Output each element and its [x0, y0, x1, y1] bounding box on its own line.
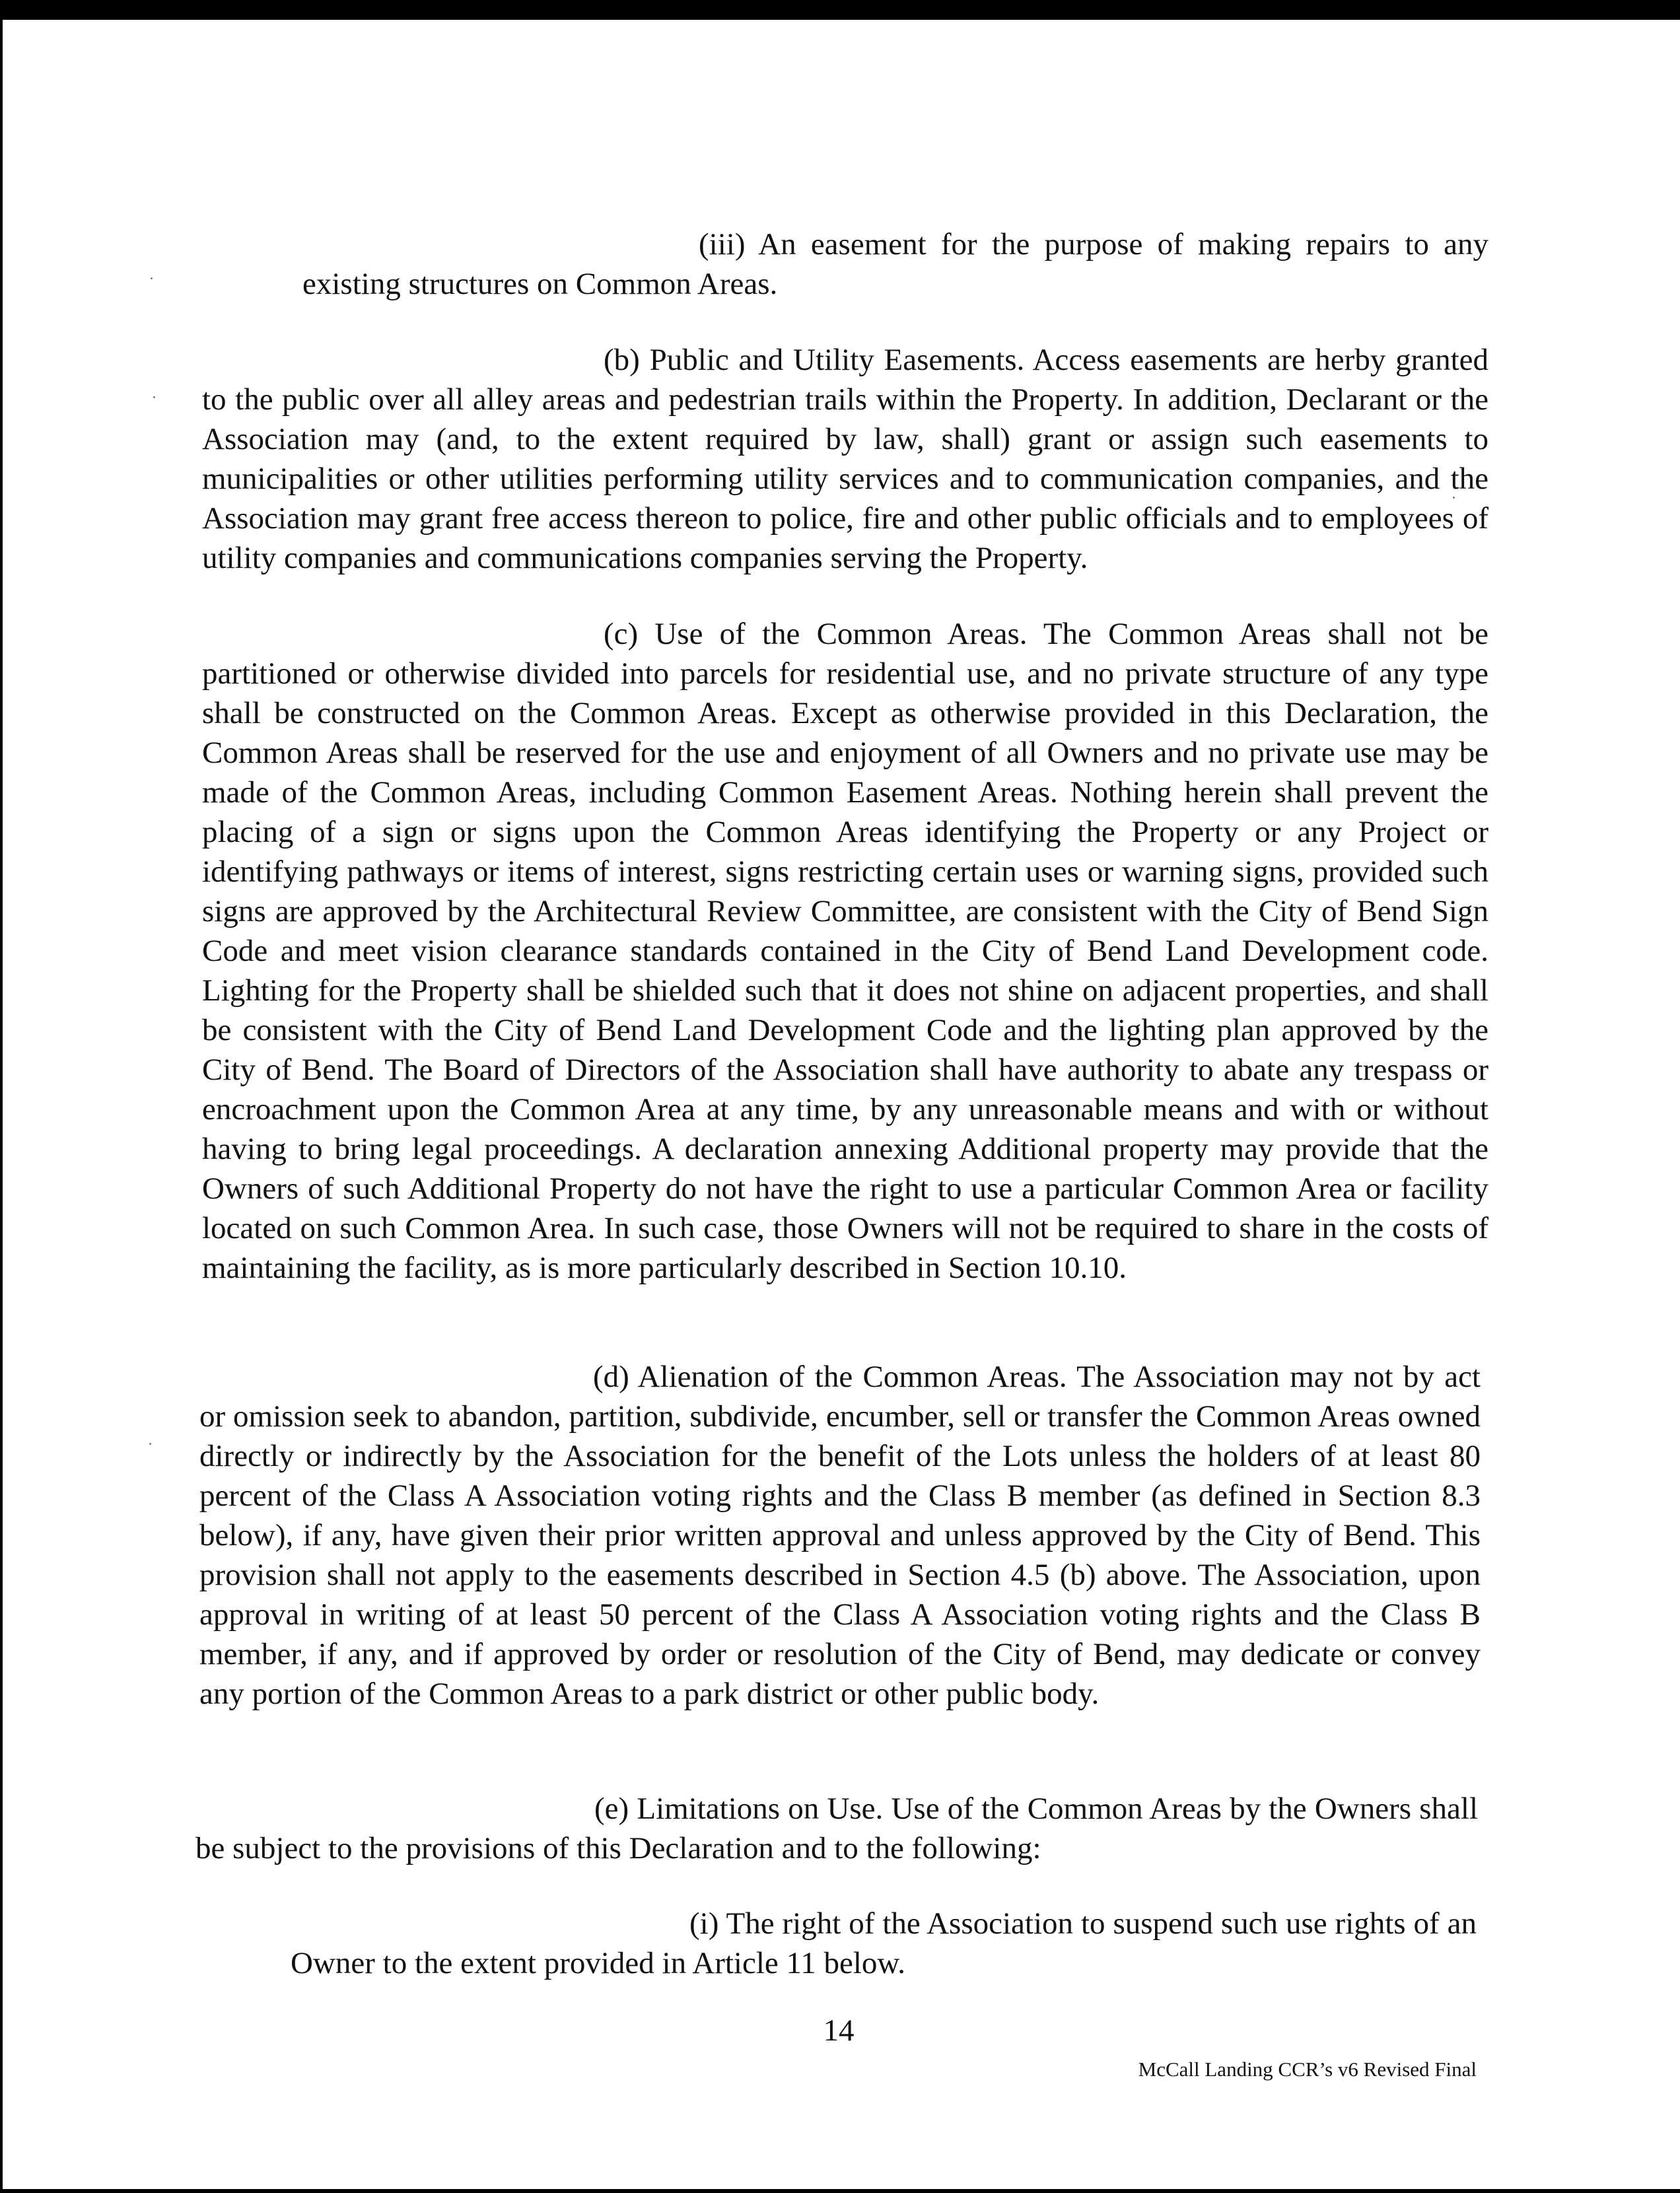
paragraph-label: (c) [604, 617, 639, 651]
paragraph-iii [302, 225, 1488, 304]
paragraph-body: The right of the Association to suspend such use rights of an Owner to the extent provided in Article 11 below. [291, 1906, 1477, 1980]
paragraph-body: An easement for the purpose of making repairs to any existing structures on Common Areas. [302, 227, 1488, 301]
scan-speck [153, 396, 155, 398]
paragraph-body: The Common Areas shall not be partitioned or otherwise divided into parcels for residential use, and no private structure of any type shall be constructed on the Common Areas. Except as otherwise provided in this Declaration, the Common Areas shall be reserved for the use and enjoyment of all Owners and no private use may be made of the Common Areas, including Common Easement Areas. Nothing herein shall prevent the placing of a sign or signs upon the Common Areas identifying the Property or any Project or identifying pathways or items of interest, signs restricting certain uses or warning signs, provided such signs are approved by the Architectural Review Committee, are consistent with the City of Bend Sign Code and meet vision clearance standards contained in the City of Bend Land Development code. Lighting for the Property shall be shielded such that it does not shine on adjacent properties, and shall be consistent with the City of Bend Land Development Code and the lighting plan approved by the City of Bend. The Board of Directors of the Association shall have authority to abate any trespass or encroachment upon the Common Area at any time, by any unreasonable means and with or without having to bring legal proceedings. A declaration annexing Additional property may provide that the Owners of such Additional Property do not have the right to use a particular Common Area or facility located on such Common Area. In such case, those Owners will not be required to share in the costs of maintaining the facility, as is more particularly described in Section 10.10. [202, 617, 1489, 1285]
scan-top-border [0, 0, 1680, 20]
paragraph-b [202, 340, 1488, 578]
paragraph-body: Access easements are herby granted to the public over all alley areas and pedestrian trails within the Property. In addition, Declarant or the Association may (and, to the extent required by law, shall) grant or assign such easements to municipalities or other utilities performing utility services and to communication companies, and the Association may grant free access thereon to police, fire and other public officials and to employees of utility companies and communications companies serving the Property. [202, 343, 1488, 575]
paragraph-heading: Public and Utility Easements. [649, 343, 1025, 377]
page-number: 14 [823, 2013, 855, 2048]
paragraph-label: (iii) [699, 227, 746, 261]
scan-bottom-border [0, 2189, 1680, 2193]
paragraph-heading: Limitations on Use. [637, 1792, 884, 1826]
paragraph-d [199, 1357, 1481, 1714]
paragraph-label: (d) [593, 1360, 629, 1394]
footer-document-title: McCall Landing CCR’s v6 Revised Final [1138, 2058, 1477, 2081]
paragraph-c [202, 614, 1488, 1288]
paragraph-heading: Use of the Common Areas. [654, 617, 1028, 651]
scan-speck [151, 277, 153, 279]
paragraph-i [291, 1904, 1477, 1983]
paragraph-label: (b) [604, 343, 640, 377]
paragraph-label: (i) [689, 1906, 719, 1941]
paragraph-e [195, 1789, 1478, 1868]
scan-speck [149, 1443, 151, 1445]
paragraph-label: (e) [594, 1792, 629, 1826]
scan-left-border [0, 0, 3, 2193]
paragraph-body: The Association may not by act or omission seek to abandon, partition, subdivide, encumber, sell or transfer the Common Areas owned directly or indirectly by the Association for the benefit of the Lots unless the holders of at least 80 percent of the Class A Association voting rights and the Class B member (as defined in Section 8.3 below), if any, have given their prior written approval and unless approved by the City of Bend. This provision shall not apply to the easements described in Section 4.5 (b) above. The Association, upon approval in writing of at least 50 percent of the Class A Association voting rights and the Class B member, if any, and if approved by order or resolution of the City of Bend, may dedicate or convey any portion of the Common Areas to a park district or other public body. [199, 1360, 1481, 1711]
paragraph-heading: Alienation of the Common Areas. [637, 1360, 1067, 1394]
paragraph-body: Use of the Common Areas by the Owners shall be subject to the provisions of this Declaration and to the following: [195, 1792, 1478, 1865]
